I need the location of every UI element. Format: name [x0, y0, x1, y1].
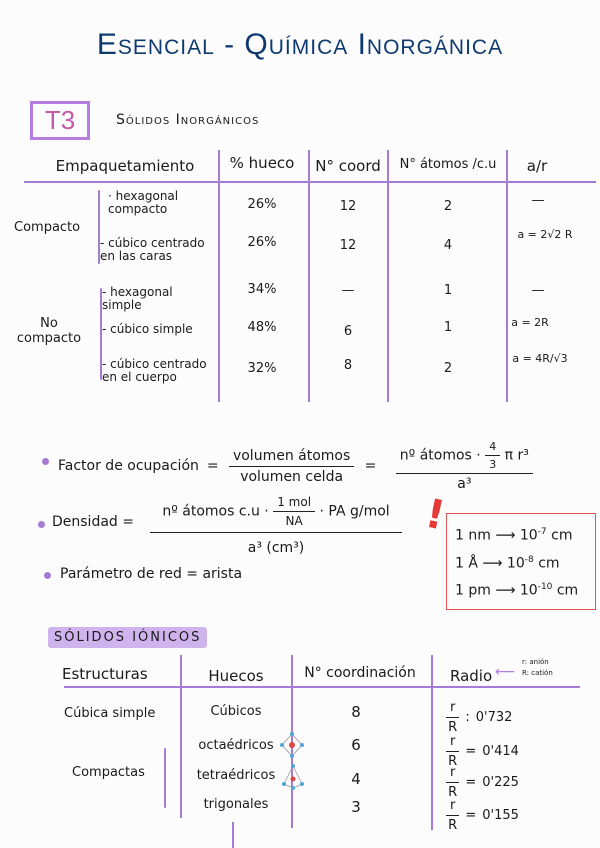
column-divider [232, 822, 234, 848]
fraction: $\frac{\text{volumen átomos}}{\text{volumen celda}}$ [227, 448, 357, 485]
row-name: - cúbico centrado en las caras [100, 236, 205, 263]
row-hueco: 32% [247, 361, 277, 376]
col-header-structures: Estructuras [62, 665, 148, 683]
row-ar: a = 2R [511, 316, 549, 329]
row-hueco: 26% [247, 235, 277, 250]
col-header-holes: Huecos [208, 667, 264, 685]
topic-title: Sólidos Inorgánicos [116, 112, 260, 128]
row-coord: 6 [343, 324, 353, 339]
row-coord: 4 [351, 770, 361, 788]
row-coord: 6 [351, 736, 361, 754]
col-header-ar: a/r [526, 157, 548, 175]
topic-badge: T3 [30, 101, 90, 140]
col-header-radio: Radio [450, 667, 493, 685]
occupation-formula [58, 440, 544, 492]
row-atoms: 1 [443, 320, 453, 335]
unit-row: 1 pm ⟶ $10^{-10}$ cm [455, 582, 579, 599]
row-name: - hexagonal simple [102, 285, 173, 312]
col-header-atoms: N° átomos /c.u [399, 157, 497, 172]
row-coord: — [341, 283, 355, 298]
header-divider [24, 181, 596, 183]
row-coord: 12 [339, 199, 357, 214]
row-name: - cúbico simple [102, 322, 193, 336]
row-coord: 3 [351, 798, 361, 816]
row-hole: trigonales [203, 797, 269, 812]
row-ar: — [531, 193, 545, 208]
density-label: Densidad = [52, 514, 134, 530]
warning-icon: ! [421, 490, 449, 540]
section-tag-ionic: SÓLIDOS IÓNICOS [48, 627, 207, 648]
col-header-coordination: N° coordinación [304, 665, 416, 681]
row-hole: tetraédricos [196, 768, 276, 783]
row-hole: octaédricos [198, 738, 274, 753]
row-ar: a = 4R/√3 [512, 352, 568, 365]
column-divider [387, 150, 389, 402]
column-divider [180, 655, 182, 818]
radius-ratio: $\frac{r}{R}$ = 0'414 [446, 734, 519, 769]
occupation-label: Factor de ocupación [58, 458, 199, 474]
row-atoms: 2 [443, 361, 453, 376]
row-hueco: 48% [247, 320, 277, 335]
equals: = [206, 458, 219, 474]
fraction: nº átomos · $\frac{4}{3}$ π r³ a³ [384, 440, 544, 492]
lattice-parameter: Parámetro de red = arista [60, 566, 243, 582]
column-divider [506, 150, 508, 402]
row-structure: Cúbica simple [64, 706, 156, 721]
group-label-no-compacto: No compacto [16, 316, 82, 346]
group-label-compacto: Compacto [14, 220, 81, 235]
row-hueco: 26% [247, 197, 277, 212]
equals: = [364, 458, 377, 474]
col-header-empaquetamiento: Empaquetamiento [55, 157, 195, 175]
radio-note: r: anión R: catión [522, 658, 553, 677]
row-coord: 8 [343, 358, 353, 373]
row-ar: a = 2√2 R [517, 228, 573, 241]
col-header-coord: N° coord [315, 157, 381, 175]
bullet [44, 572, 51, 579]
unit-row: 1 Å ⟶ $10^{-8}$ cm [455, 554, 560, 572]
row-atoms: 2 [443, 199, 453, 214]
row-atoms: 4 [443, 238, 453, 253]
header-divider [64, 686, 580, 688]
column-divider [218, 150, 220, 402]
row-name: · hexagonal compacto [108, 189, 179, 216]
row-hole: Cúbicos [210, 704, 262, 719]
page-title: Esencial - Química Inorgánica [96, 28, 504, 61]
radius-ratio: $\frac{r}{R}$ = 0'225 [446, 765, 519, 800]
row-hueco: 34% [247, 282, 277, 297]
unit-row: 1 nm ⟶ $10^{-7}$ cm [455, 527, 573, 544]
column-divider [431, 655, 433, 830]
units-box [446, 513, 596, 610]
row-structure: Compactas [72, 765, 145, 780]
row-coord: 8 [351, 703, 361, 721]
col-header-hueco: % hueco [229, 154, 295, 172]
row-atoms: 1 [443, 283, 453, 298]
density-numerator: nº átomos c.u · $\frac{\text{1 mol}}{NA}$ · PA g/mol [150, 495, 402, 533]
radius-ratio: $\frac{r}{R}$ = 0'155 [446, 798, 519, 833]
density-denominator: a³ (cm³) [247, 540, 305, 556]
arrow-icon: ⟵ [495, 664, 516, 680]
bullet [38, 521, 45, 528]
bullet [42, 458, 49, 465]
radius-ratio: $\frac{r}{R}$ : 0'732 [446, 700, 512, 735]
row-coord: 12 [339, 238, 357, 253]
row-name: - cúbico centrado en el cuerpo [102, 357, 207, 384]
row-ar: — [531, 283, 545, 298]
brace [164, 748, 166, 808]
